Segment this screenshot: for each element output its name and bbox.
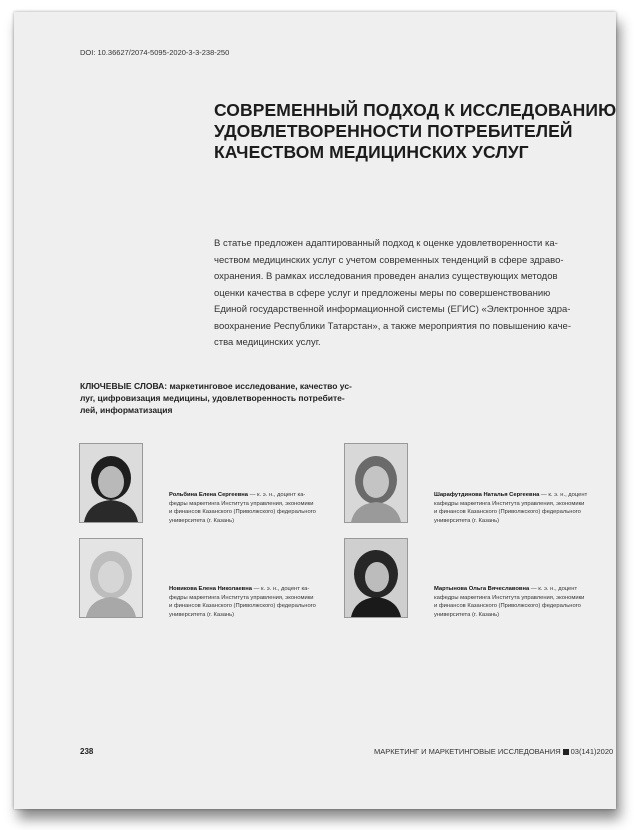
author-detail: — к. э. н., доцент: [539, 492, 588, 498]
journal-page: [14, 12, 616, 809]
abstract: [214, 236, 589, 352]
author-detail: кафедры маркетинга Института управления, экономики: [434, 500, 585, 507]
keywords-line: КЛЮЧЕВЫЕ СЛОВА: маркетинговое исследование, качество ус-: [80, 381, 352, 391]
title-line: КАЧЕСТВОМ МЕДИЦИНСКИХ УСЛУГ: [214, 142, 529, 162]
author-photo: [79, 443, 143, 523]
abstract-line: воохранение Республики Татарстан», а также мероприятия по повышению каче-: [214, 320, 572, 332]
journal-footer: [374, 747, 613, 756]
author-detail: кафедры маркетинга Института управления, экономики: [434, 594, 585, 601]
author-detail: университета (г. Казань): [434, 517, 500, 524]
author-info: [169, 491, 329, 525]
author-detail: и финансов Казанского (Приволжского) федерального: [434, 509, 581, 516]
author-detail: федры маркетинга Института управления, экономики: [169, 500, 314, 507]
author-detail: — к. э. н., доцент ка-: [251, 586, 310, 592]
author-detail: и финансов Казанского (Приволжского) федерального: [434, 603, 581, 610]
keywords-line: луг, цифровизация медицины, удовлетворенность потребите-: [80, 393, 345, 403]
square-icon: [563, 749, 569, 755]
title-line: УДОВЛЕТВОРЕННОСТИ ПОТРЕБИТЕЛЕЙ: [214, 121, 573, 141]
author-photo: [344, 538, 408, 618]
author-name: Шарафутдинова Наталья Сергеевна: [434, 492, 540, 498]
title-line: СОВРЕМЕННЫЙ ПОДХОД К ИССЛЕДОВАНИЮ: [214, 100, 617, 120]
author-detail: и финансов Казанского (Приволжского) федерального: [169, 603, 316, 610]
author-detail: университета (г. Казань): [434, 611, 500, 618]
author-detail: университета (г. Казань): [169, 517, 235, 524]
author-info: [169, 585, 329, 619]
author-detail: — к. э. н., доцент: [529, 586, 578, 592]
author-detail: университета (г. Казань): [169, 611, 235, 618]
abstract-line: оценки качества в сфере услуг и предложены меры по совершенствованию: [214, 287, 551, 299]
abstract-line: Единой государственной информационной системы (ЕГИС) «Электронное здра-: [214, 304, 571, 315]
author-name: Новикова Елена Николаевна: [169, 586, 252, 592]
doi: DOI: 10.36627/2074-5095-2020-3-3-238-250: [80, 48, 230, 57]
author-info: [434, 585, 594, 619]
keywords: [80, 380, 352, 416]
journal-issue: 03(141)2020: [570, 747, 614, 756]
abstract-line: чеством медицинских услуг с учетом современных тенденций в сфере здраво-: [214, 254, 564, 266]
article-title: [214, 100, 617, 163]
author-info: [434, 491, 594, 525]
abstract-line: охранения. В рамках исследования проведен анализ существующих методов: [214, 271, 558, 282]
author-name: Мартынова Ольга Вячеславовна: [434, 586, 530, 592]
page-number: 238: [80, 747, 94, 756]
author-detail: федры маркетинга Института управления, экономики: [169, 594, 314, 601]
author-detail: — к. э. н., доцент ка-: [247, 492, 306, 498]
abstract-line: В статье предложен адаптированный подход к оценке удовлетворенности ка-: [214, 238, 558, 249]
author-photo: [344, 443, 408, 523]
keywords-line: лей, информатизация: [80, 405, 173, 415]
author-name: Рольбина Елена Сергеевна: [169, 492, 248, 498]
author-detail: и финансов Казанского (Приволжского) федерального: [169, 509, 316, 516]
author-photo: [79, 538, 143, 618]
abstract-line: ства медицинских услуг.: [214, 337, 321, 348]
journal-name: МАРКЕТИНГ И МАРКЕТИНГОВЫЕ ИССЛЕДОВАНИЯ: [374, 747, 561, 756]
